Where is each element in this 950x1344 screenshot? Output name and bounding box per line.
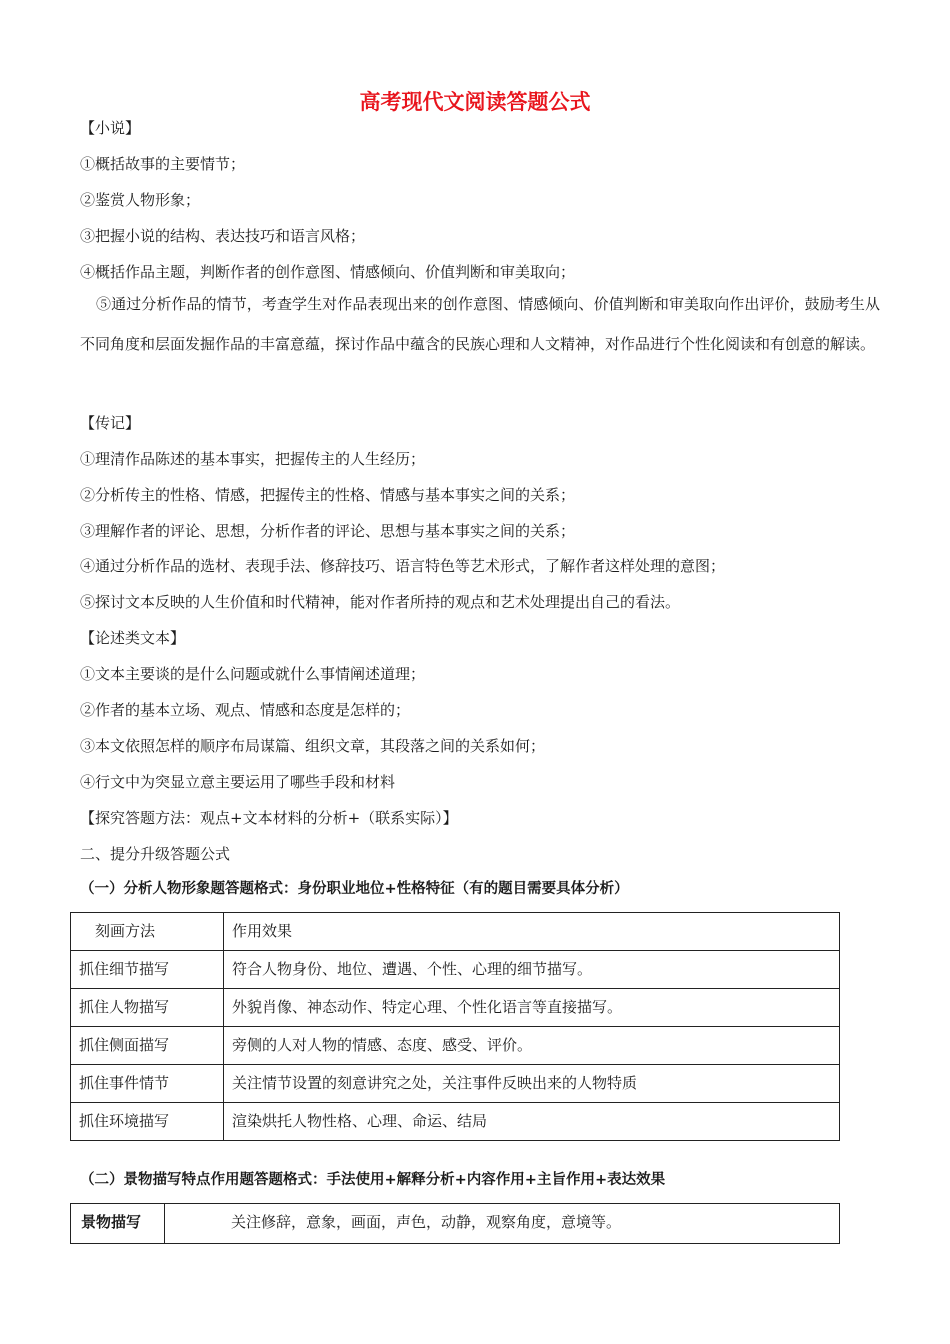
table-cell: 抓住侧面描写 bbox=[71, 1027, 224, 1065]
biography-heading: 【传记】 bbox=[80, 414, 141, 432]
table-row bbox=[71, 951, 840, 989]
table-row bbox=[71, 989, 840, 1027]
section-two-heading: 二、提分升级答题公式 bbox=[80, 845, 231, 863]
table-cell: 渲染烘托人物性格、心理、命运、结局 bbox=[224, 1103, 840, 1141]
novel-item-5: ⑤通过分析作品的情节，考查学生对作品表现出来的创作意图、情感倾向、价值判断和审美取向作出评价，鼓励考生从不同角度和层面发掘作品的丰富意蕴，探讨作品中蕴含的民族心理和人文精神，对作品进行个性化阅读和有创意的解读。 bbox=[80, 295, 880, 353]
biography-item-2: ②分析传主的性格、情感，把握传主的性格、情感与基本事实之间的关系； bbox=[80, 486, 576, 504]
table-cell: 符合人物身份、地位、遭遇、个性、心理的细节描写。 bbox=[224, 951, 840, 989]
character-method-table bbox=[70, 912, 840, 1141]
subsection-two-heading: （二）景物描写特点作用题答题格式：手法使用+解释分析+内容作用+主旨作用+表达效果 bbox=[80, 1172, 666, 1188]
biography-item-3: ③理解作者的评论、思想，分析作者的评论、思想与基本事实之间的关系； bbox=[80, 522, 576, 540]
table-header-cell: 刻画方法 bbox=[71, 913, 224, 951]
scenery-table bbox=[70, 1203, 840, 1244]
table-row bbox=[71, 1103, 840, 1141]
novel-item-1: ①概括故事的主要情节； bbox=[80, 155, 246, 173]
novel-item-2: ②鉴赏人物形象； bbox=[80, 191, 201, 209]
novel-item-4: ④概括作品主题，判断作者的创作意图、情感倾向、价值判断和审美取向； bbox=[80, 263, 576, 281]
table-cell: 关注情节设置的刻意讲究之处，关注事件反映出来的人物特质 bbox=[224, 1065, 840, 1103]
table-header-cell: 作用效果 bbox=[224, 913, 840, 951]
table-header-row bbox=[71, 913, 840, 951]
page-title: 高考现代文阅读答题公式 bbox=[359, 90, 591, 114]
table-cell: 旁侧的人对人物的情感、态度、感受、评价。 bbox=[224, 1027, 840, 1065]
biography-item-1: ①理清作品陈述的基本事实，把握传主的人生经历； bbox=[80, 450, 426, 468]
table-cell: 抓住事件情节 bbox=[71, 1065, 224, 1103]
argumentative-heading: 【论述类文本】 bbox=[80, 629, 186, 647]
table-cell: 关注修辞，意象，画面，声色，动静，观察角度，意境等。 bbox=[165, 1204, 840, 1244]
biography-item-5: ⑤探讨文本反映的人生价值和时代精神，能对作者所持的观点和艺术处理提出自己的看法。 bbox=[80, 593, 681, 611]
table-cell: 外貌肖像、神态动作、特定心理、个性化语言等直接描写。 bbox=[224, 989, 840, 1027]
table-cell: 抓住人物描写 bbox=[71, 989, 224, 1027]
table-row bbox=[71, 1027, 840, 1065]
argumentative-item-2: ②作者的基本立场、观点、情感和态度是怎样的； bbox=[80, 701, 411, 719]
biography-item-4: ④通过分析作品的选材、表现手法、修辞技巧、语言特色等艺术形式，了解作者这样处理的意图； bbox=[80, 557, 726, 575]
argumentative-item-3: ③本文依照怎样的顺序布局谋篇、组织文章，其段落之间的关系如何； bbox=[80, 737, 546, 755]
table-cell: 抓住环境描写 bbox=[71, 1103, 224, 1141]
table-row bbox=[71, 1204, 840, 1244]
argumentative-item-1: ①文本主要谈的是什么问题或就什么事情阐述道理； bbox=[80, 665, 426, 683]
novel-heading: 【小说】 bbox=[80, 119, 141, 137]
argumentative-item-4: ④行文中为突显立意主要运用了哪些手段和材料 bbox=[80, 773, 396, 791]
explore-method: 【探究答题方法：观点+文本材料的分析+（联系实际）】 bbox=[80, 809, 458, 827]
table-cell: 抓住细节描写 bbox=[71, 951, 224, 989]
table-cell: 景物描写 bbox=[71, 1204, 165, 1244]
subsection-one-heading: （一）分析人物形象题答题格式：身份职业地位+性格特征（有的题目需要具体分析） bbox=[80, 881, 629, 897]
table-row bbox=[71, 1065, 840, 1103]
novel-item-3: ③把握小说的结构、表达技巧和语言风格； bbox=[80, 227, 366, 245]
